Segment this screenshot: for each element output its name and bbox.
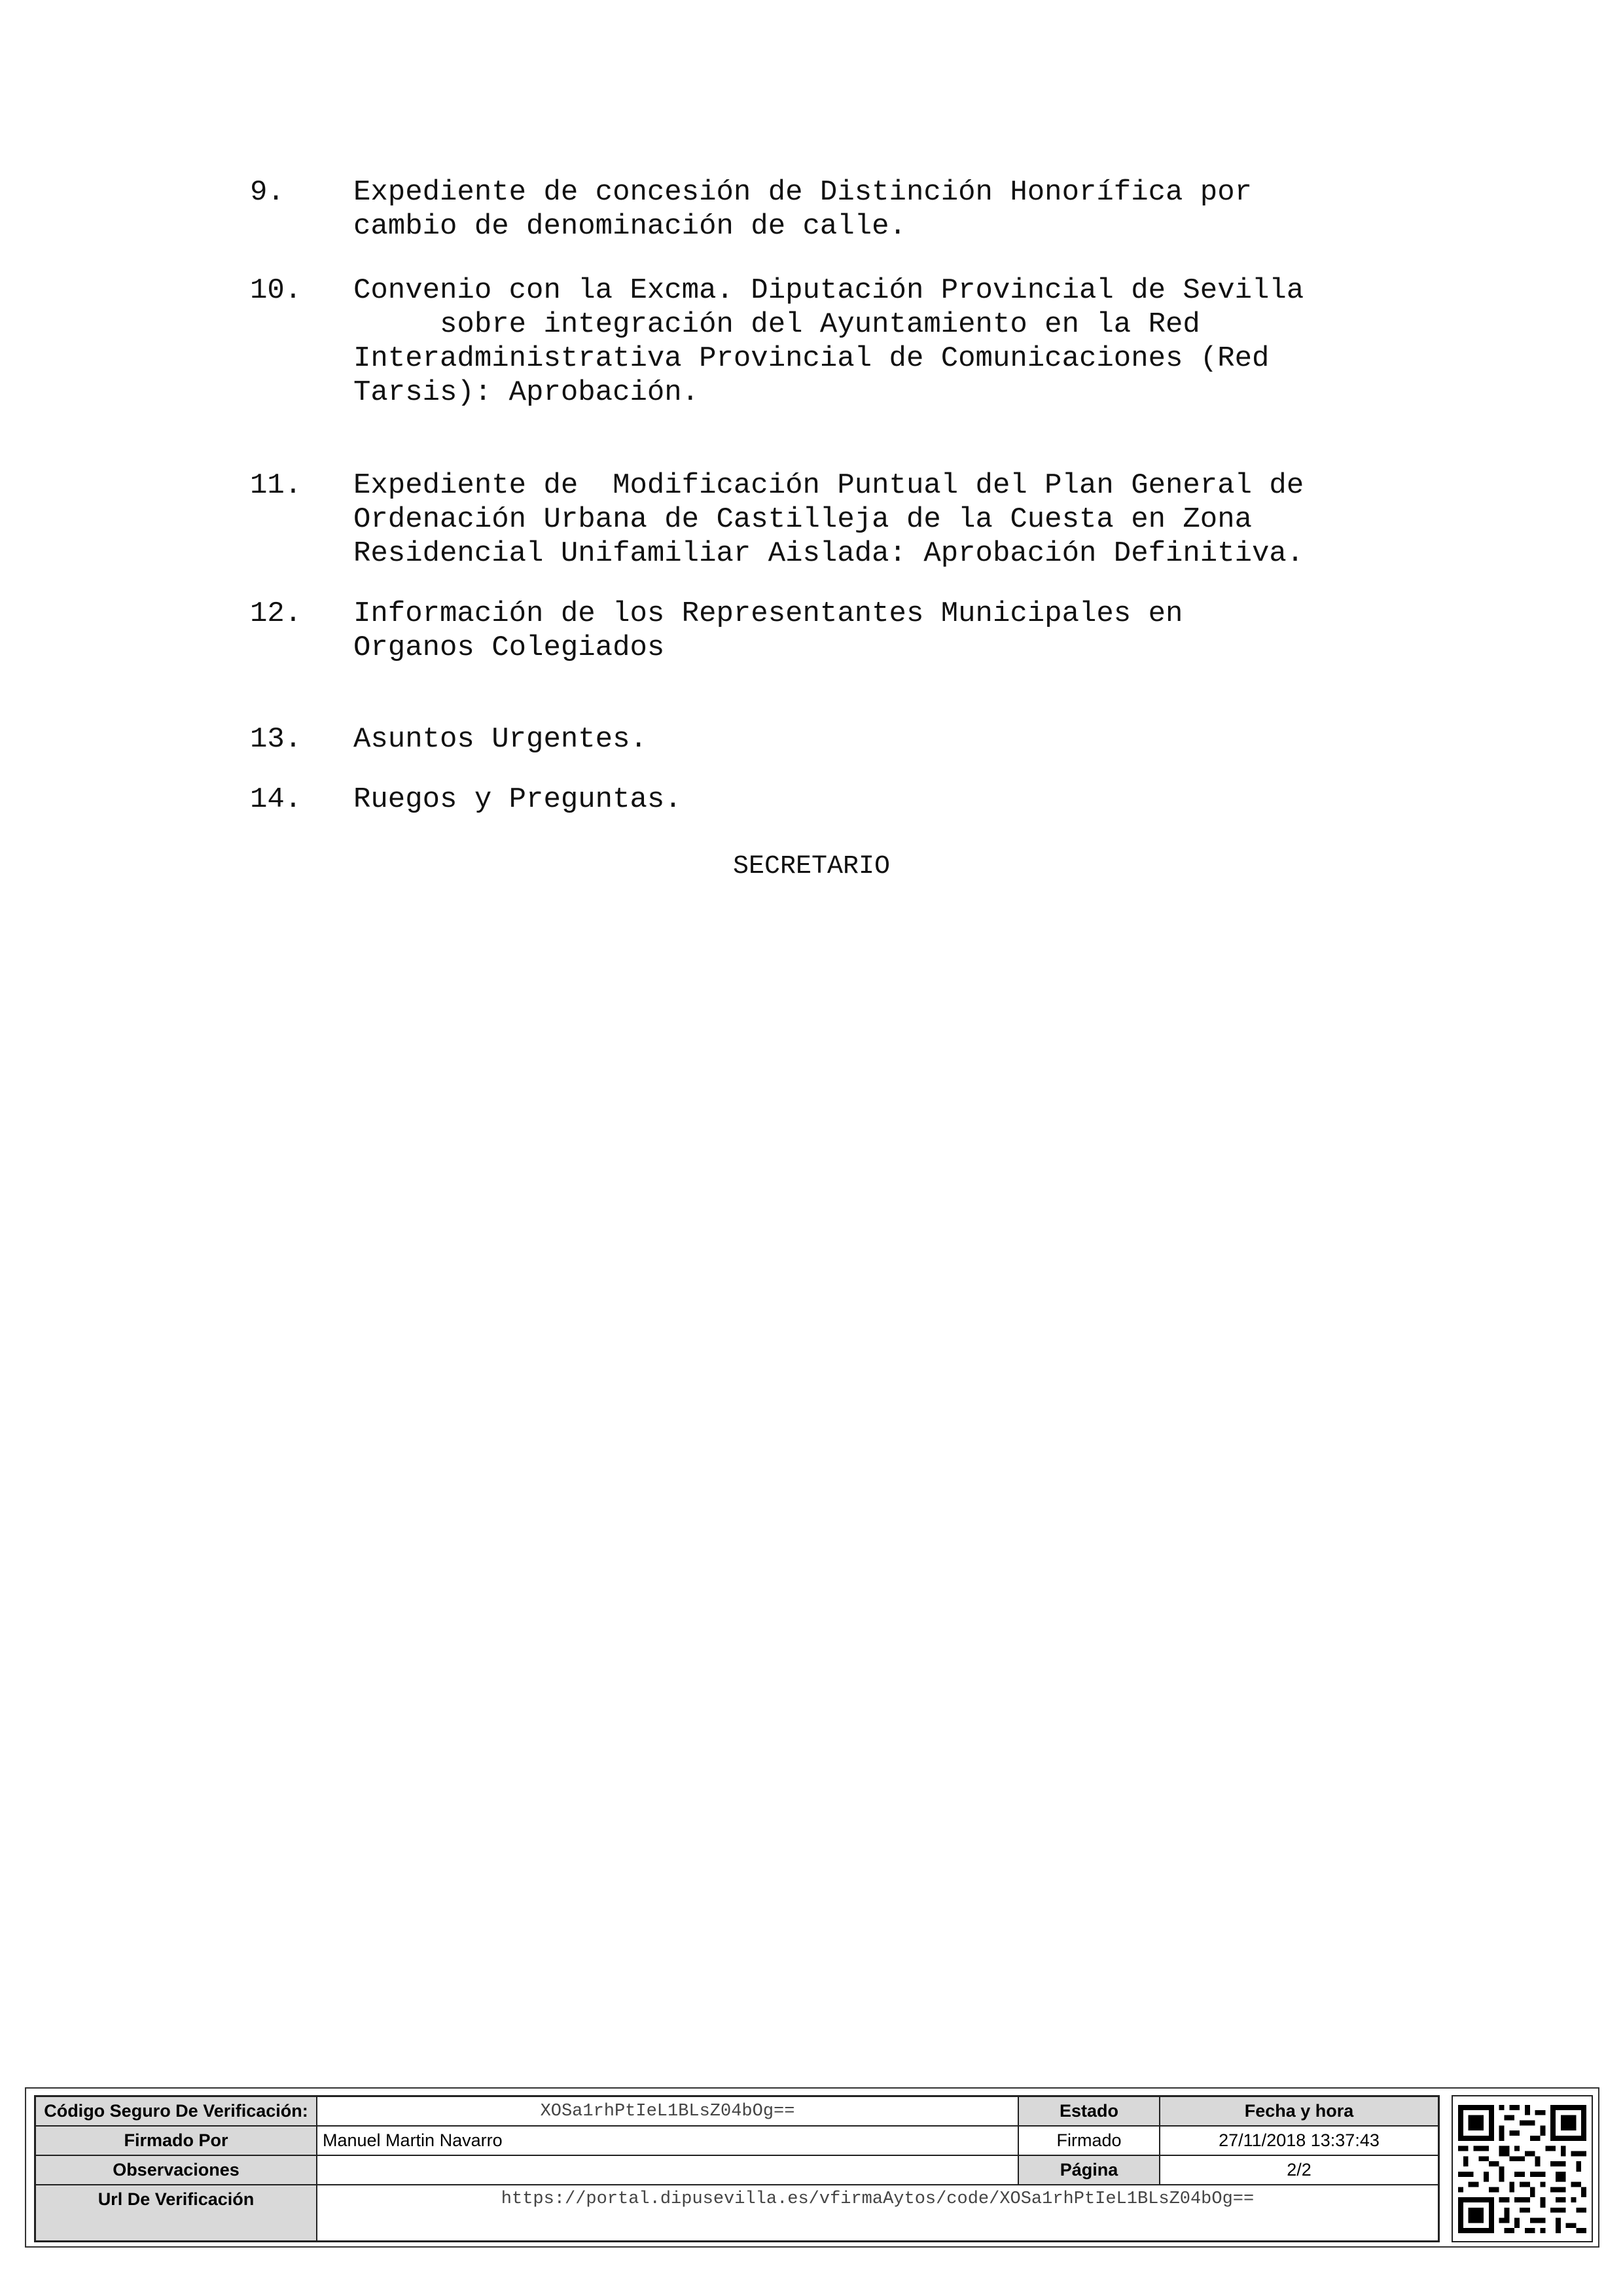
verification-table: [34, 2095, 1440, 2242]
agenda-item-line: Residencial Unifamiliar Aislada: Aprobación Definitiva.: [353, 537, 1304, 570]
qr-code-icon: [1458, 2105, 1586, 2233]
agenda-item-number: 10.: [250, 274, 302, 307]
pagina-value: 2/2: [1160, 2156, 1438, 2185]
agenda-item-number: 9.: [250, 176, 285, 209]
agenda-item-line: Organos Colegiados: [353, 631, 665, 664]
csv-value: XOSa1rhPtIeL1BLsZ04bOg==: [317, 2097, 1019, 2127]
pagina-label: Página: [1019, 2156, 1160, 2185]
agenda-item-line: Expediente de concesión de Distinción Honorífica por: [353, 176, 1253, 209]
agenda-item-number: 12.: [250, 597, 302, 630]
qr-code: [1452, 2095, 1593, 2242]
fecha-label: Fecha y hora: [1160, 2097, 1438, 2127]
fecha-value: 27/11/2018 13:37:43: [1160, 2127, 1438, 2156]
observaciones-value: [317, 2156, 1019, 2185]
agenda-item-line: sobre integración del Ayuntamiento en la Red: [353, 308, 1200, 341]
agenda-item-line: Interadministrativa Provincial de Comunicaciones (Red: [353, 342, 1270, 375]
firmado-por-value: Manuel Martin Navarro: [317, 2127, 1019, 2156]
agenda-item-line: cambio de denominación de calle.: [353, 210, 906, 243]
agenda-item-number: 11.: [250, 469, 302, 502]
agenda-item-line: Convenio con la Excma. Diputación Provincial de Sevilla: [353, 274, 1304, 307]
url-label: Url De Verificación: [36, 2185, 317, 2240]
agenda-item-line: Asuntos Urgentes.: [353, 723, 647, 756]
agenda-item-line: Tarsis): Aprobación.: [353, 376, 700, 409]
signature-role: SECRETARIO: [732, 852, 891, 881]
agenda-item-number: 13.: [250, 723, 302, 756]
firmado-por-label: Firmado Por: [36, 2127, 317, 2156]
agenda-item-number: 14.: [250, 783, 302, 816]
observaciones-label: Observaciones: [36, 2156, 317, 2185]
verification-footer: [25, 2087, 1599, 2248]
estado-value: Firmado: [1019, 2127, 1160, 2156]
agenda-item-line: Expediente de Modificación Puntual del Plan General de: [353, 469, 1304, 502]
agenda-item-line: Ruegos y Preguntas.: [353, 783, 682, 816]
estado-label: Estado: [1019, 2097, 1160, 2127]
csv-label: Código Seguro De Verificación:: [36, 2097, 317, 2127]
agenda-item-line: Información de los Representantes Municipales en: [353, 597, 1183, 630]
url-value[interactable]: https://portal.dipusevilla.es/vfirmaAytos/code/XOSa1rhPtIeL1BLsZ04bOg==: [501, 2189, 1255, 2209]
agenda-item-line: Ordenación Urbana de Castilleja de la Cuesta en Zona: [353, 503, 1253, 536]
